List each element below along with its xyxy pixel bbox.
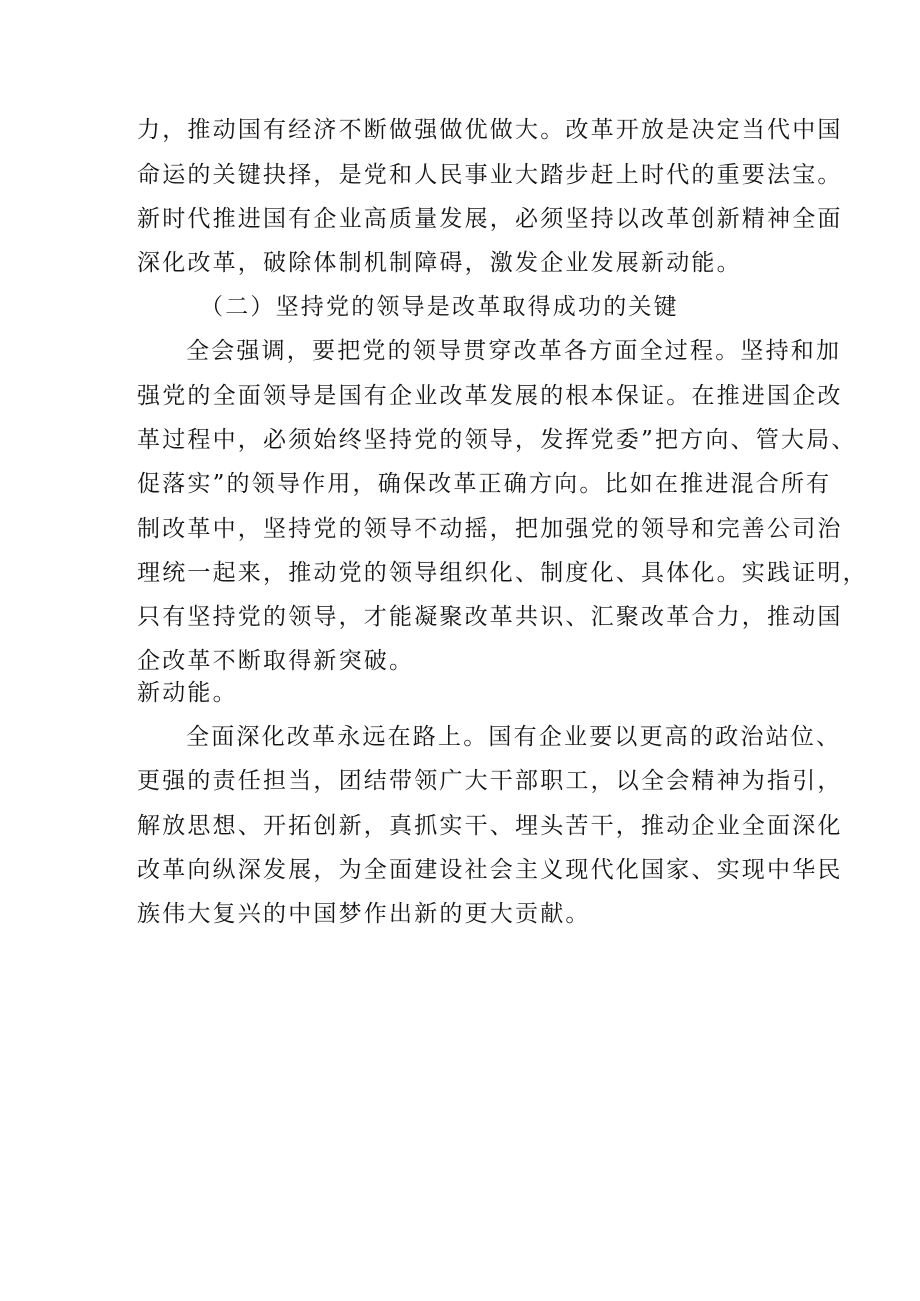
paragraph-2-line-3: 革过程中，必须始终坚持党的领导，发挥党委”把方向、管大局、 [137,427,857,453]
paragraph-1-line-3: 新时代推进国有企业高质量发展，必须坚持以改革创新精神全面 [137,206,843,232]
paragraph-2-line-6: 理统一起来，推动党的领导组织化、制度化、具体化。实践证明， [137,560,868,586]
paragraph-3-line-1: 全面深化改革永远在路上。国有企业要以更高的政治站位、 [186,724,842,750]
paragraph-2-line-2: 强党的全面领导是国有企业改革发展的根本保证。在推进国企改 [137,383,843,409]
paragraph-3-line-5: 族伟大复兴的中国梦作出新的更大贡献。 [137,901,591,927]
paragraph-1-line-2: 命运的关键抉择，是党和人民事业大踏步赶上时代的重要法宝。 [137,162,843,188]
paragraph-3-line-3: 解放思想、开拓创新，真抓实干、埋头苦干，推动企业全面深化 [137,813,843,839]
section-heading: （二）坚持党的领导是改革取得成功的关键 [200,294,679,320]
paragraph-2-line-5: 制改革中，坚持党的领导不动摇，把加强党的领导和完善公司治 [137,516,843,542]
paragraph-2-line-1: 全会强调，要把党的领导贯穿改革各方面全过程。坚持和加 [186,338,842,364]
stray-fragment-line: 新动能。 [137,680,238,706]
paragraph-2-line-7: 只有坚持党的领导，才能凝聚改革共识、汇聚改革合力，推动国 [137,604,843,630]
paragraph-1-line-4: 深化改革，破除体制机制障碍，激发企业发展新动能。 [137,250,742,276]
paragraph-2-line-8: 企改革不断取得新突破。 [137,648,415,674]
paragraph-1-line-1: 力，推动国有经济不断做强做优做大。改革开放是决定当代中国 [137,117,843,143]
paragraph-3-line-2: 更强的责任担当，团结带领广大干部职工，以全会精神为指引， [137,768,843,794]
paragraph-3-line-4: 改革向纵深发展，为全面建设社会主义现代化国家、实现中华民 [137,857,843,883]
paragraph-2-line-4: 促落实”的领导作用，确保改革正确方向。比如在推进混合所有 [137,471,832,497]
